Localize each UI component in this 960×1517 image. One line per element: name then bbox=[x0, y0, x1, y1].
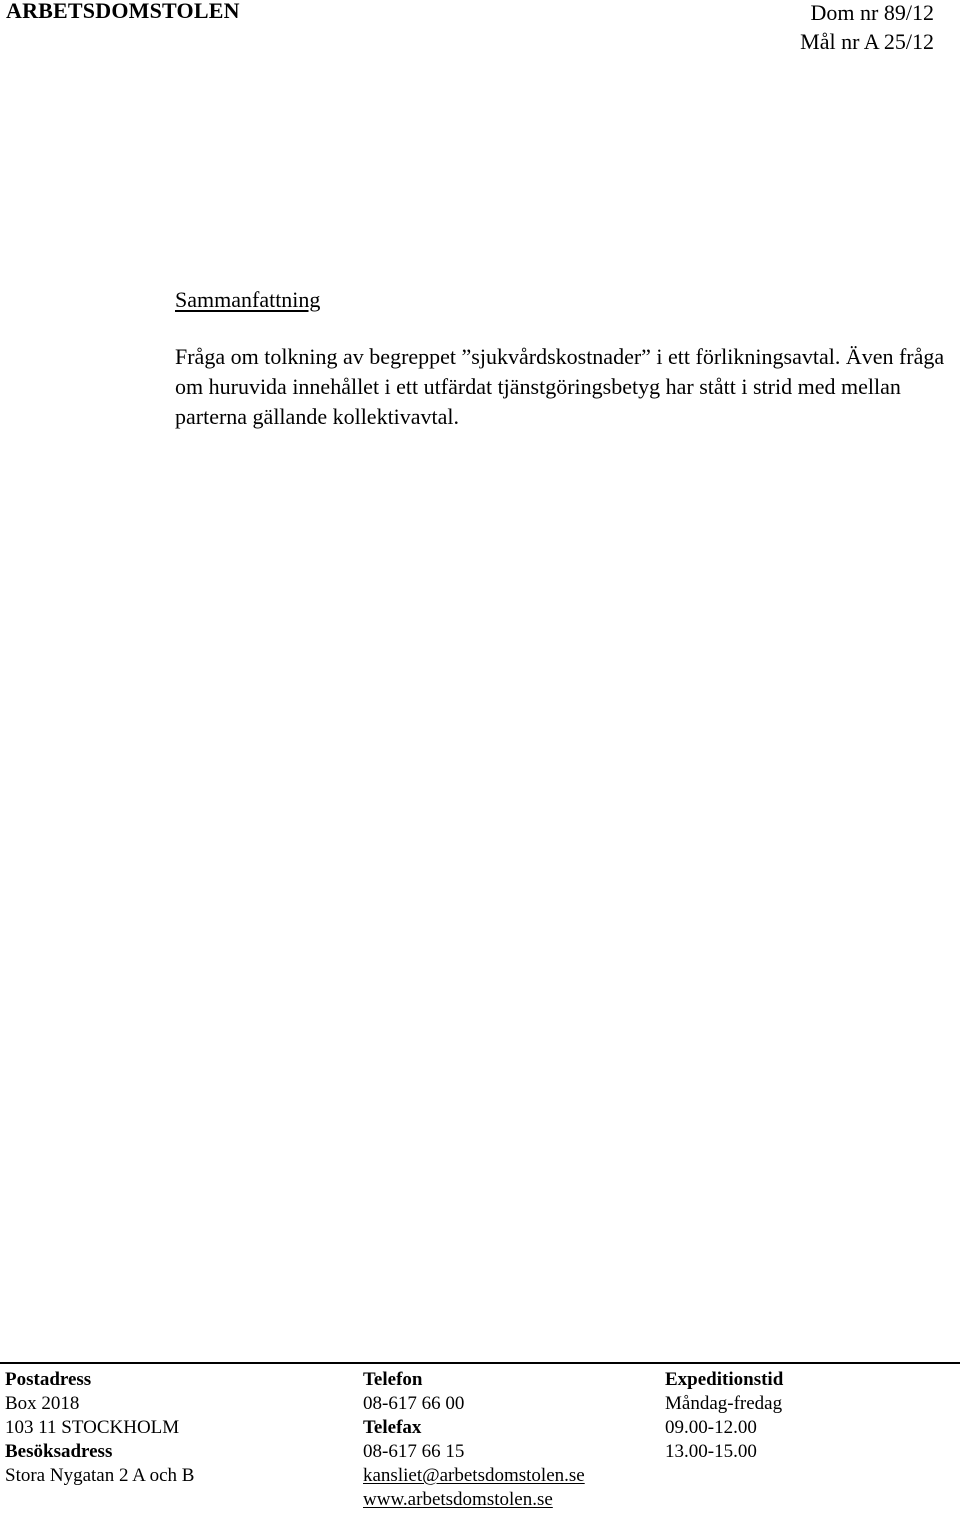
visiting-address-label: Besöksadress bbox=[5, 1441, 113, 1462]
email-link[interactable]: kansliet@arbetsdomstolen.se bbox=[363, 1465, 585, 1486]
office-hours-afternoon: 13.00-15.00 bbox=[665, 1441, 757, 1462]
postal-address-label: Postadress bbox=[5, 1369, 92, 1390]
footer-contact-column bbox=[363, 1368, 585, 1512]
office-hours-label: Expeditionstid bbox=[665, 1369, 784, 1390]
office-hours-morning: 09.00-12.00 bbox=[665, 1417, 757, 1438]
fax-number: 08-617 66 15 bbox=[363, 1441, 465, 1462]
office-days: Måndag-fredag bbox=[665, 1393, 783, 1414]
footer-hours-column bbox=[665, 1368, 783, 1464]
summary-heading: Sammanfattning bbox=[175, 287, 321, 312]
phone-number: 08-617 66 00 bbox=[363, 1393, 465, 1414]
fax-label: Telefax bbox=[363, 1417, 422, 1438]
case-number: Mål nr A 25/12 bbox=[800, 29, 934, 54]
judgment-number: Dom nr 89/12 bbox=[810, 0, 934, 25]
court-name: ARBETSDOMSTOLEN bbox=[6, 0, 240, 23]
visiting-street: Stora Nygatan 2 A och B bbox=[5, 1465, 195, 1486]
footer-divider bbox=[0, 1362, 960, 1364]
summary-text-block bbox=[175, 342, 955, 432]
summary-text: Fråga om tolkning av begreppet ”sjukvårdskostnader” i ett förlikningsavtal. Även fråga om huruvida innehållet i ett utfärdat tjänstgöringsbetyg har stått i strid med mellan parterna gällande kollektivavtal. bbox=[175, 344, 945, 429]
footer-address-column bbox=[5, 1368, 194, 1488]
postal-box: Box 2018 bbox=[5, 1393, 80, 1414]
case-references bbox=[800, 0, 934, 56]
phone-label: Telefon bbox=[363, 1369, 423, 1390]
postal-city: 103 11 STOCKHOLM bbox=[5, 1417, 180, 1438]
website-link[interactable]: www.arbetsdomstolen.se bbox=[363, 1489, 553, 1510]
